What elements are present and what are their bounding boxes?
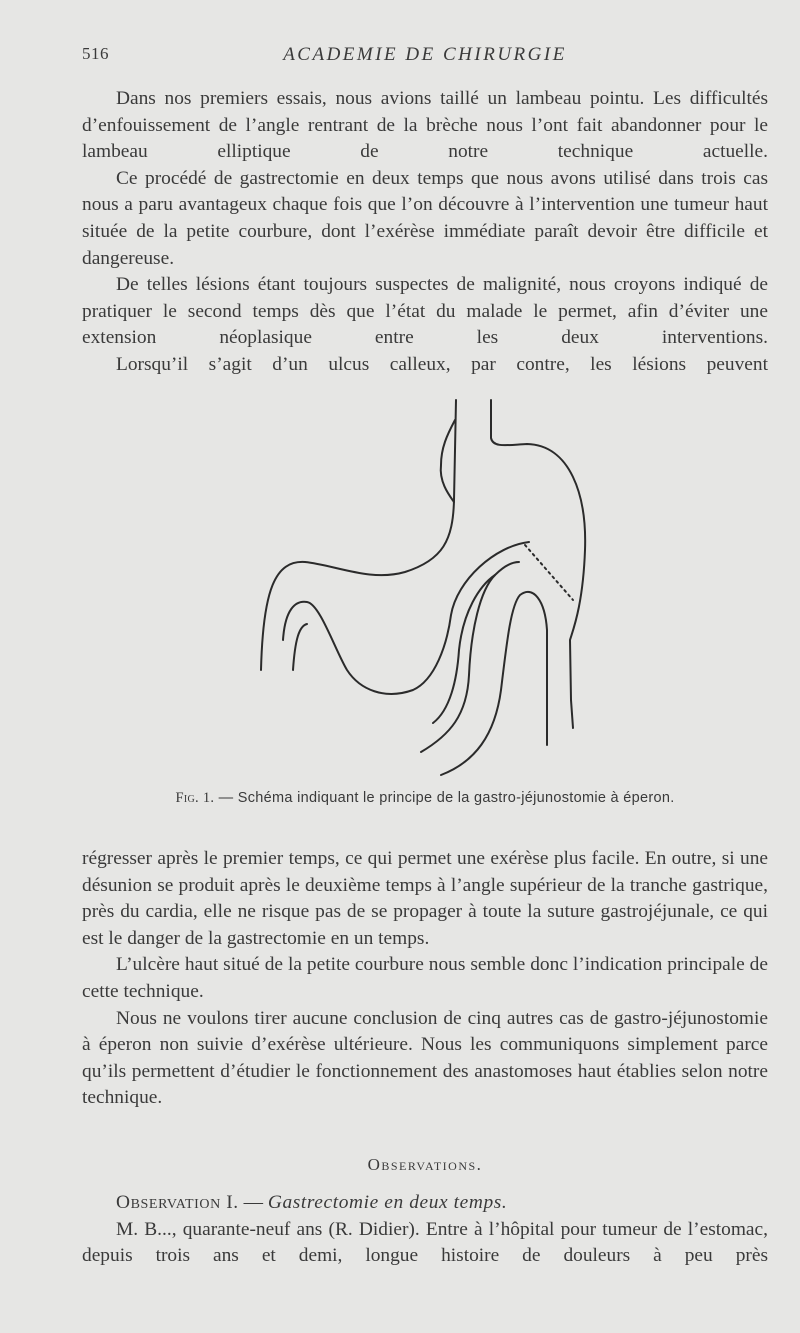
page-header: [82, 44, 768, 74]
figure-caption: [82, 790, 768, 807]
observation-block: [82, 1190, 768, 1270]
esophagus-left-wall: [261, 400, 456, 670]
paragraph-3: De telles lésions étant toujours suspectes de malignité, nous croyons indiqué de pratiquer le second temps dès que l’état du malade le permet, afin d’éviter une extension néoplasique entre les deux interventions.: [82, 274, 768, 349]
figure-caption-text: — Schéma indiquant le principe de la gastro-jéjunostomie à éperon.: [218, 790, 675, 806]
paragraph-7: Nous ne voulons tirer aucune conclusion de cinq autres cas de gastro-jéjunostomie à éperon non suivie d’exérèse ultérieure. Nous les communiquons simplement parce qu’ils permettent d’étudier le fonctionnement des anastomoses haut établies selon notre technique.: [82, 1007, 768, 1109]
lesser-curvature-lesion: [441, 420, 455, 502]
body-text-top: [82, 86, 768, 379]
body-text-bottom: [82, 846, 768, 1112]
section-heading-observations: Observations.: [367, 1155, 483, 1174]
greater-curvature: [491, 400, 585, 728]
paragraph-4: Lorsqu’il s’agit d’un ulcus calleux, par contre, les lésions peuvent: [116, 353, 768, 375]
observation-text: M. B..., quarante-neuf ans (R. Didier). Entre à l’hôpital pour tumeur de l’estomac, depuis trois ans et demi, longue histoire de douleurs à peu près: [82, 1218, 768, 1267]
running-title: ACADEMIE DE CHIRURGIE: [283, 44, 567, 65]
stomach-schema-drawing: [255, 390, 595, 785]
paragraph-6: L’ulcère haut situé de la petite courbure nous semble donc l’indication principale de cette technique.: [82, 954, 768, 1002]
paragraph-2: Ce procédé de gastrectomie en deux temps que nous avons utilisé dans trois cas nous a paru avantageux chaque fois que l’on découvre à l’intervention une tumeur haut située de la petite courbure, dont l’exérèse immédiate paraît devoir être difficile et dangereuse.: [82, 167, 768, 269]
observation-dash: —: [238, 1192, 268, 1213]
paragraph-1: Dans nos premiers essais, nous avions taillé un lambeau pointu. Les difficultés d’enfouissement de l’angle rentrant de la brèche nous l’ont fait abandonner pour le lambeau elliptique de notre technique actuelle.: [82, 88, 768, 163]
figure-label: Fig. 1.: [175, 790, 215, 806]
figure-gastro-jejunostomy-diagram: [255, 390, 595, 785]
observation-title: Gastrectomie en deux temps.: [267, 1192, 508, 1213]
paragraph-5: régresser après le premier temps, ce qui permet une exérèse plus facile. En outre, si une désunion se produit après le deuxième temps à l’angle supérieur de la tranche gastrique, près du cardia, elle ne risque pas de se propager à toute la suture gastrojéjunale, ce qui est le danger de la gastrectomie en un temps.: [82, 848, 768, 949]
page-number: 516: [82, 44, 109, 63]
observation-title-line: [82, 1190, 768, 1217]
jejunal-loop-efferent: [441, 592, 547, 775]
duodenum-inner: [293, 624, 307, 670]
observation-label: Observation I.: [116, 1192, 239, 1213]
